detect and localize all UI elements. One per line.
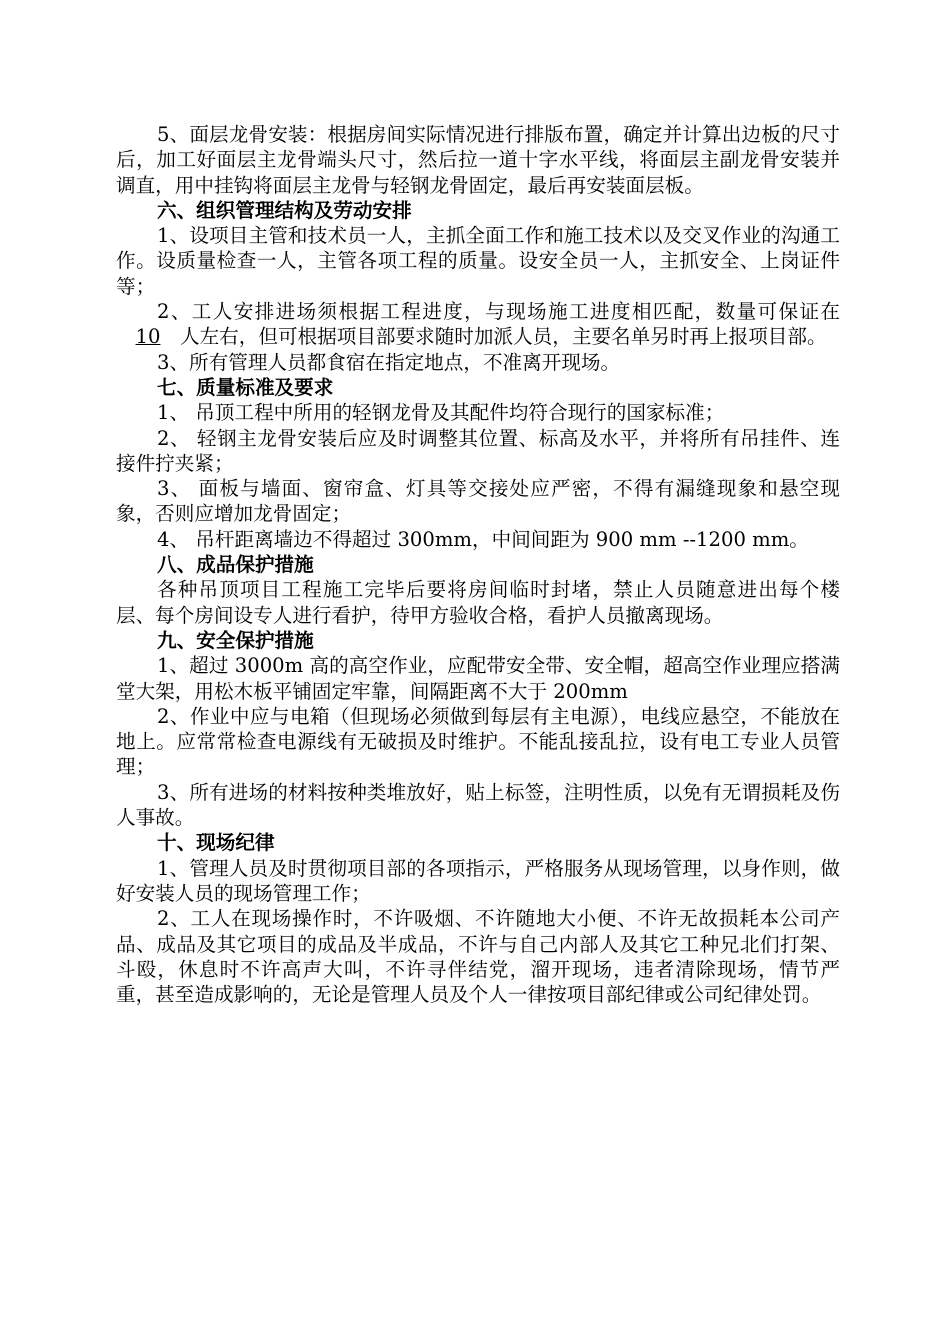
paragraph-staffing-1: 1、设项目主管和技术员一人，主抓全面工作和施工技术以及交叉作业的沟通工作。设质量检查一人，主管各项工程的质量。设安全员一人，主抓安全、上岗证件等； (116, 224, 840, 298)
paragraph-discipline-2: 2、工人在现场操作时，不许吸烟、不许随地大小便、不许无故损耗本公司产品、成品及其它项目的成品及半成品，不许与自己内部人及其它工种兄北们打架、斗殴，休息时不许高声大叫，不许寻伴结党，溜开现场，违者清除现场，情节严重，甚至造成影响的，无论是管理人员及个人一律按项目部纪律或公司纪律处罚。 (116, 907, 840, 1007)
heading-product-protection: 八、成品保护措施 (157, 553, 314, 577)
paragraph-quality-3: 3、 面板与墙面、窗帘盒、灯具等交接处应严密，不得有漏缝现象和悬空现象，否则应增加龙骨固定； (116, 477, 840, 526)
heading-safety-measures: 九、安全保护措施 (157, 628, 314, 652)
paragraph-staffing-2 (116, 299, 840, 350)
paragraph-quality-1: 1、 吊顶工程中所用的轻钢龙骨及其配件均符合现行的国家标准； (157, 401, 725, 425)
paragraph-staffing-3: 3、所有管理人员都食宿在指定地点，不准离开现场。 (157, 350, 621, 374)
paragraph-safety-1: 1、超过 3000m 高的高空作业，应配带安全带、安全帽，超高空作业理应搭满堂大架，用松木板平铺固定牢靠，间隔距离不大于 200mm (116, 654, 840, 703)
worker-count-underlined: 10 (135, 325, 161, 349)
staffing-2-text-after: 人左右，但可根据项目部要求随时加派人员，主要名单另时再上报项目部。 (180, 325, 827, 349)
paragraph-quality-2: 2、 轻钢主龙骨安装后应及时调整其位置、标高及水平，并将所有吊挂件、连接件拧夹紧； (116, 426, 840, 475)
paragraph-quality-4: 4、 吊杆距离墙边不得超过 300mm，中间间距为 900 mm --1200 mm。 (157, 527, 809, 551)
paragraph-discipline-1: 1、管理人员及时贯彻项目部的各项指示，严格服务从现场管理，以身作则，做好安装人员的现场管理工作； (116, 856, 840, 905)
heading-organization-labor: 六、组织管理结构及劳动安排 (157, 198, 412, 222)
heading-site-discipline: 十、现场纪律 (157, 831, 275, 855)
staffing-2-text-before: 2、工人安排进场须根据工程进度，与现场施工进度相匹配，数量可保证在 (157, 300, 840, 324)
document-page (116, 122, 840, 1007)
paragraph-safety-2: 2、作业中应与电箱（但现场必须做到每层有主电源），电线应悬空，不能放在地上。应常常检查电源线有无破损及时维护。不能乱接乱拉，设有电工专业人员管理； (116, 704, 840, 779)
heading-quality-standards: 七、质量标准及要求 (157, 375, 334, 399)
paragraph-ceiling-keel-install: 5、面层龙骨安装：根据房间实际情况进行排版布置，确定并计算出边板的尺寸后，加工好面层主龙骨端头尺寸，然后拉一道十字水平线，将面层主副龙骨安装并调直，用中挂钩将面层主龙骨与轻钢龙骨固定，最后再安装面层板。 (116, 123, 840, 197)
paragraph-safety-3: 3、所有进场的材料按种类堆放好，贴上标签，注明性质，以免有无谓损耗及伤人事故。 (116, 780, 840, 830)
paragraph-protection-1: 各种吊顶项目工程施工完毕后要将房间临时封堵，禁止人员随意进出每个楼层、每个房间设专人进行看护，待甲方验收合格，看护人员撤离现场。 (116, 578, 840, 627)
